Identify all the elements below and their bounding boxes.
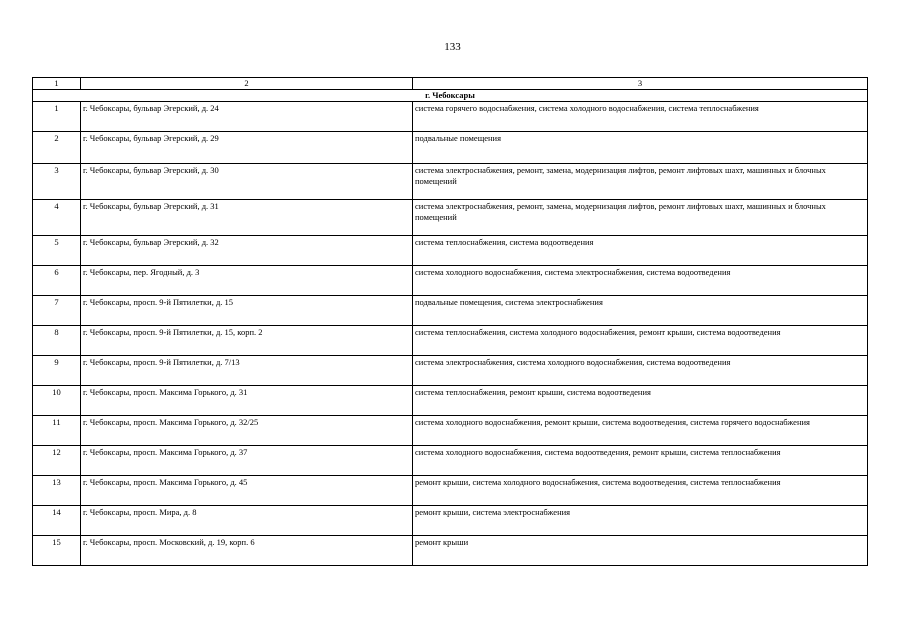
section-title: г. Чебоксары <box>33 90 868 102</box>
row-address: г. Чебоксары, бульвар Эгерский, д. 24 <box>81 102 413 132</box>
works-table <box>32 77 868 566</box>
row-address: г. Чебоксары, бульвар Эгерский, д. 30 <box>81 164 413 200</box>
row-address: г. Чебоксары, просп. Московский, д. 19, корп. 6 <box>81 536 413 566</box>
table-row <box>33 326 868 356</box>
row-number: 6 <box>33 266 81 296</box>
row-address: г. Чебоксары, просп. Максима Горького, д. 37 <box>81 446 413 476</box>
table-row <box>33 476 868 506</box>
row-address: г. Чебоксары, просп. Мира, д. 8 <box>81 506 413 536</box>
table-row <box>33 132 868 164</box>
table-row <box>33 266 868 296</box>
row-number: 2 <box>33 132 81 164</box>
header-cell-address: 2 <box>81 78 413 90</box>
table-row <box>33 102 868 132</box>
row-number: 14 <box>33 506 81 536</box>
row-number: 11 <box>33 416 81 446</box>
row-address: г. Чебоксары, бульвар Эгерский, д. 29 <box>81 132 413 164</box>
row-works: подвальные помещения <box>413 132 868 164</box>
row-works: система горячего водоснабжения, система холодного водоснабжения, система теплоснабжения <box>413 102 868 132</box>
table-row <box>33 296 868 326</box>
row-works: система электроснабжения, система холодного водоснабжения, система водоотведения <box>413 356 868 386</box>
table-row <box>33 446 868 476</box>
table-row <box>33 164 868 200</box>
table-row <box>33 200 868 236</box>
row-works: ремонт крыши, система холодного водоснабжения, система водоотведения, система теплоснабжения <box>413 476 868 506</box>
row-address: г. Чебоксары, просп. 9-й Пятилетки, д. 7/13 <box>81 356 413 386</box>
row-address: г. Чебоксары, бульвар Эгерский, д. 31 <box>81 200 413 236</box>
row-works: ремонт крыши, система электроснабжения <box>413 506 868 536</box>
table-row <box>33 536 868 566</box>
table-row <box>33 236 868 266</box>
section-row <box>33 90 868 102</box>
row-address: г. Чебоксары, бульвар Эгерский, д. 32 <box>81 236 413 266</box>
table-row <box>33 506 868 536</box>
row-works: подвальные помещения, система электроснабжения <box>413 296 868 326</box>
row-address: г. Чебоксары, просп. Максима Горького, д. 45 <box>81 476 413 506</box>
row-number: 12 <box>33 446 81 476</box>
row-works: система теплоснабжения, система холодного водоснабжения, ремонт крыши, система водоотведения <box>413 326 868 356</box>
table-row <box>33 416 868 446</box>
row-number: 5 <box>33 236 81 266</box>
row-number: 4 <box>33 200 81 236</box>
row-works: система теплоснабжения, система водоотведения <box>413 236 868 266</box>
header-row <box>33 78 868 90</box>
row-address: г. Чебоксары, просп. 9-й Пятилетки, д. 15, корп. 2 <box>81 326 413 356</box>
row-number: 7 <box>33 296 81 326</box>
table-row <box>33 386 868 416</box>
row-number: 8 <box>33 326 81 356</box>
row-works: система электроснабжения, ремонт, замена, модернизация лифтов, ремонт лифтовых шахт, машинных и блочных помещений <box>413 200 868 236</box>
row-works: система холодного водоснабжения, система электроснабжения, система водоотведения <box>413 266 868 296</box>
row-address: г. Чебоксары, просп. Максима Горького, д. 31 <box>81 386 413 416</box>
row-works: система холодного водоснабжения, система водоотведения, ремонт крыши, система теплоснабжения <box>413 446 868 476</box>
row-address: г. Чебоксары, пер. Ягодный, д. 3 <box>81 266 413 296</box>
table-body <box>33 78 868 566</box>
row-number: 9 <box>33 356 81 386</box>
row-number: 13 <box>33 476 81 506</box>
header-cell-num: 1 <box>33 78 81 90</box>
row-works: система теплоснабжения, ремонт крыши, система водоотведения <box>413 386 868 416</box>
table-row <box>33 356 868 386</box>
row-address: г. Чебоксары, просп. 9-й Пятилетки, д. 15 <box>81 296 413 326</box>
header-cell-works: 3 <box>413 78 868 90</box>
row-works: система холодного водоснабжения, ремонт крыши, система водоотведения, система горячего водоснабжения <box>413 416 868 446</box>
row-number: 3 <box>33 164 81 200</box>
page-number: 133 <box>444 41 461 53</box>
row-works: ремонт крыши <box>413 536 868 566</box>
row-works: система электроснабжения, ремонт, замена, модернизация лифтов, ремонт лифтовых шахт, машинных и блочных помещений <box>413 164 868 200</box>
row-number: 10 <box>33 386 81 416</box>
row-number: 1 <box>33 102 81 132</box>
row-number: 15 <box>33 536 81 566</box>
row-address: г. Чебоксары, просп. Максима Горького, д. 32/25 <box>81 416 413 446</box>
